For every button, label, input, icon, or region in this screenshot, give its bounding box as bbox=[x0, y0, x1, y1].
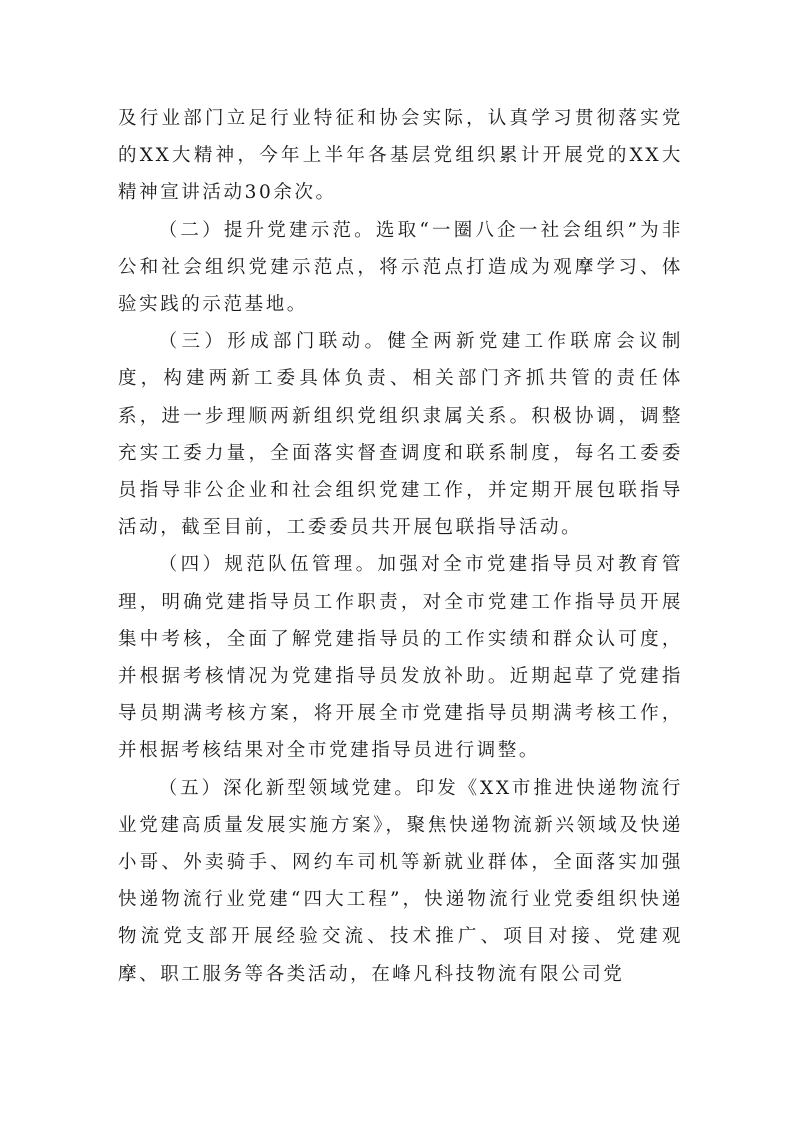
paragraph-continuation: 及行业部门立足行业特征和协会实际，认真学习贯彻落实党的XX大精神，今年上半年各基层党组织累计开展党的XX大精神宣讲活动30余次。 bbox=[118, 108, 683, 204]
paragraph-section-4: （四）规范队伍管理。加强对全市党建指导员对教育管理，明确党建指导员工作职责，对全市党建工作指导员开展集中考核，全面了解党建指导员的工作实绩和群众认可度，并根据考核情况为党建指导员发放补助。近期起草了党建指导员期满考核方案，将开展全市党建指导员期满考核工作，并根据考核结果对全市党建指导员进行调整。 bbox=[118, 554, 683, 762]
paragraph-section-3: （三）形成部门联动。健全两新党建工作联席会议制度，构建两新工委具体负责、相关部门齐抓共管的责任体系，进一步理顺两新组织党组织隶属关系。积极协调，调整充实工委力量，全面落实督查调度和联系制度，每名工委委员指导非公企业和社会组织党建工作，并定期开展包联指导活动，截至目前，工委委员共开展包联指导活动。 bbox=[118, 331, 683, 539]
paragraph-section-5: （五）深化新型领域党建。印发《XX市推进快递物流行业党建高质量发展实施方案》，聚焦快递物流新兴领域及快递小哥、外卖骑手、网约车司机等新就业群体，全面落实加强快递物流行业党建“四大工程”，快递物流行业党委组织快递物流党支部开展经验交流、技术推广、项目对接、党建观摩、职工服务等各类活动，在峰凡科技物流有限公司党 bbox=[118, 777, 683, 985]
document-page bbox=[118, 100, 683, 993]
paragraph-section-2: （二）提升党建示范。选取“一圈八企一社会组织”为非公和社会组织党建示范点，将示范点打造成为观摩学习、体验实践的示范基地。 bbox=[118, 219, 683, 316]
